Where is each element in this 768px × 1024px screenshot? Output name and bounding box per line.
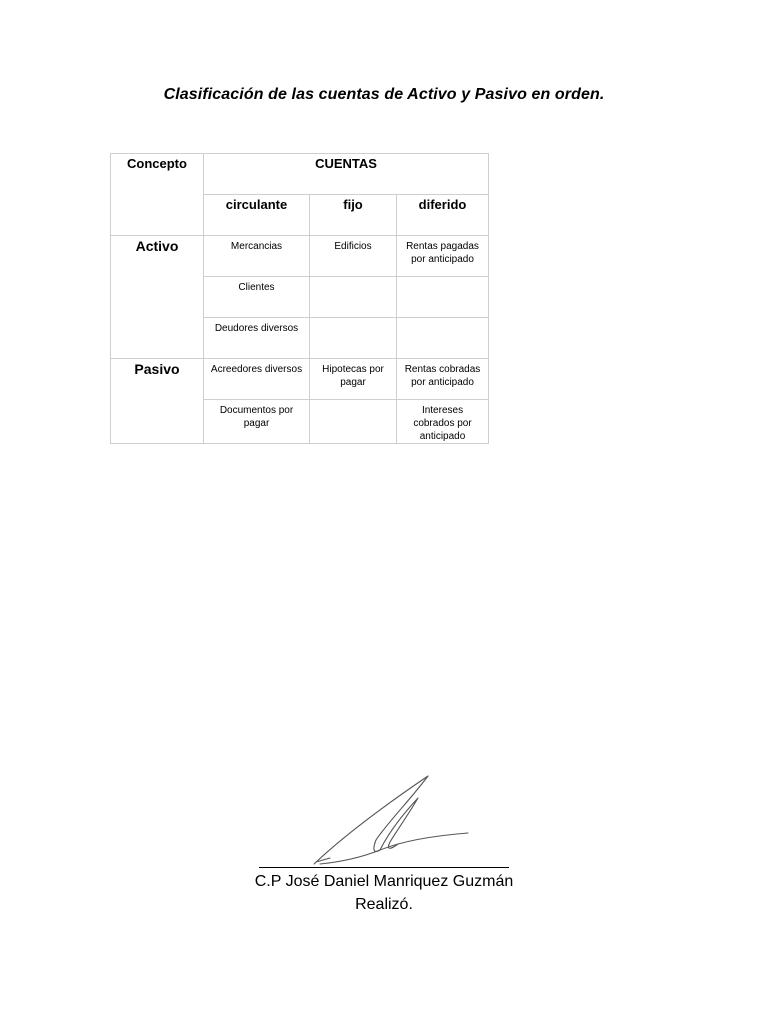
- document-title: Clasificación de las cuentas de Activo y Pasivo en orden.: [163, 86, 605, 103]
- column-header-circulante: circulante: [204, 195, 310, 236]
- concept-pasivo: Pasivo: [111, 359, 204, 444]
- table-cell: [310, 277, 397, 318]
- column-header-diferido: diferido: [397, 195, 489, 236]
- table-header-row: [111, 154, 489, 195]
- accounts-table: [110, 153, 489, 444]
- signer-role: Realizó.: [355, 896, 413, 913]
- concept-activo: Activo: [111, 236, 204, 359]
- table-cell: Acreedores diversos: [204, 359, 310, 400]
- table-cell: Deudores diversos: [204, 318, 310, 359]
- table-cell: [397, 318, 489, 359]
- table-cell: [310, 400, 397, 444]
- table-cell: [310, 318, 397, 359]
- table-cell: Mercancias: [204, 236, 310, 277]
- signer-name: C.P José Daniel Manriquez Guzmán: [254, 873, 514, 890]
- table-cell: [397, 277, 489, 318]
- table-cell: Hipotecas por pagar: [310, 359, 397, 400]
- table-cell: Rentas cobradas por anticipado: [397, 359, 489, 400]
- handwritten-signature: [290, 770, 490, 870]
- table-cell: Clientes: [204, 277, 310, 318]
- header-concepto: Concepto: [111, 154, 204, 236]
- column-header-fijo: fijo: [310, 195, 397, 236]
- signature-line: [259, 867, 509, 868]
- table-cell: Rentas pagadas por anticipado: [397, 236, 489, 277]
- header-cuentas: CUENTAS: [204, 154, 489, 195]
- table-row: [111, 359, 489, 400]
- table-cell: Edificios: [310, 236, 397, 277]
- table-cell: Intereses cobrados por anticipado: [397, 400, 489, 444]
- table-row: [111, 236, 489, 277]
- table-cell: Documentos por pagar: [204, 400, 310, 444]
